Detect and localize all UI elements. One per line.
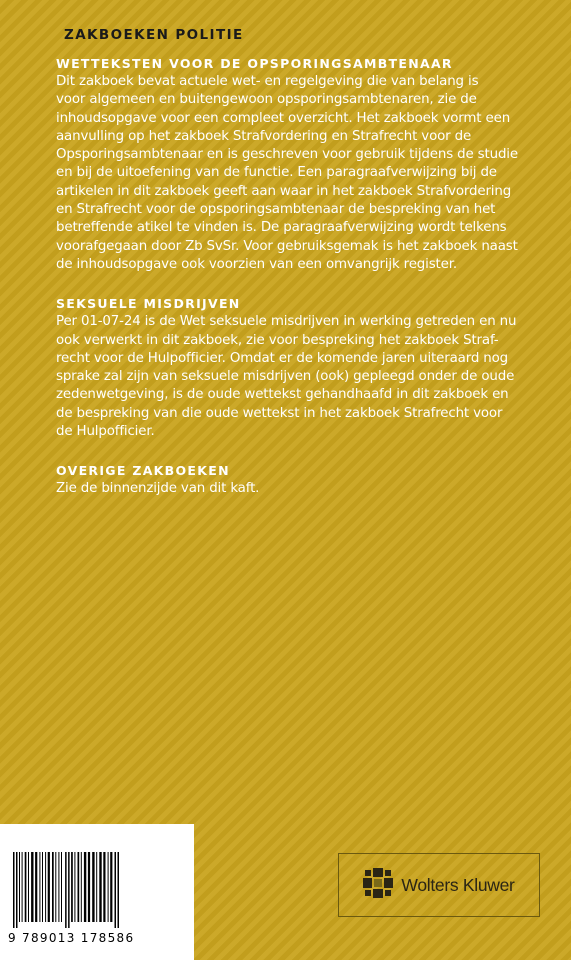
text-line: Per 01-07-24 is de Wet seksuele misdrijven in werking getreden en nu xyxy=(56,314,517,330)
text-line: sprake zal zijn van seksuele misdrijven (ook) gepleegd onder de oude xyxy=(56,369,515,385)
series-title: ZAKBOEKEN POLITIE xyxy=(64,27,244,43)
publisher-logo xyxy=(338,853,540,917)
barcode-bar xyxy=(103,852,105,922)
text-line: de bespreking van die oude wettekst in het zakboek Strafrecht voor xyxy=(56,405,503,421)
barcode-bar xyxy=(42,852,43,922)
barcode-bar xyxy=(115,852,117,928)
barcode-bar xyxy=(118,852,120,928)
text-line: Zie de binnenzijde van dit kaft. xyxy=(56,481,260,497)
barcode-bar xyxy=(78,852,80,922)
text-line: Opsporingsambtenaar en is geschreven voor gebruik tijdens de studie xyxy=(56,147,518,163)
barcode-bar xyxy=(65,852,67,928)
barcode-bar xyxy=(96,852,97,922)
text-line: recht voor de Hulpofficier. Omdat er de komende jaren uiteraard nog xyxy=(56,350,509,366)
barcode-bar xyxy=(110,852,112,922)
section-body xyxy=(56,313,518,441)
barcode-bar xyxy=(45,852,46,922)
section-seksuele-misdrijven xyxy=(56,295,518,441)
barcode-bar xyxy=(35,852,37,922)
text-line: ook verwerkt in dit zakboek, zie voor bespreking het zakboek Straf- xyxy=(56,332,499,348)
barcode-bar xyxy=(74,852,75,922)
barcode-bar xyxy=(68,852,70,928)
barcode-bar xyxy=(58,852,59,922)
barcode-bar xyxy=(88,852,90,922)
barcode-bar xyxy=(81,852,82,922)
barcode-bar xyxy=(61,852,62,922)
barcode-bar xyxy=(25,852,27,922)
section-heading: OVERIGE ZAKBOEKEN xyxy=(56,463,230,479)
section-body xyxy=(56,73,518,274)
text-line: de Hulpofficier. xyxy=(56,424,155,440)
text-line: aanvulling op het zakboek Strafvordering en Strafrecht voor de xyxy=(56,128,472,144)
text-line: inhoudsopgave voor een compleet overzicht. Het zakboek vormt een xyxy=(56,110,511,126)
barcode-bar xyxy=(108,852,109,922)
text-line: zedenwetgeving, is de oude wettekst gehandhaafd in dit zakboek en xyxy=(56,387,509,403)
barcode-bar xyxy=(84,852,86,922)
barcode-bar xyxy=(92,852,94,922)
section-heading: SEKSUELE MISDRIJVEN xyxy=(56,296,241,312)
text-line: voor algemeen en buitengewoon opsporingsambtenaren, zie de xyxy=(56,92,477,108)
publisher-name: Wolters Kluwer xyxy=(401,874,515,895)
text-line: artikelen in dit zakboek geeft aan waar in het zakboek Strafvordering xyxy=(56,183,512,199)
section-wetteksten xyxy=(56,55,518,274)
barcode-bar xyxy=(13,852,15,928)
section-heading: WETTEKSTEN VOOR DE OPSPORINGSAMBTENAAR xyxy=(56,56,453,71)
barcode-bar xyxy=(28,852,29,922)
text-line: en bij de uitoefening van de functie. Een paragraafverwijzing bij de xyxy=(56,165,497,181)
barcode-bar xyxy=(16,852,18,928)
barcode-icon xyxy=(11,852,183,930)
text-line: betreffende atikel te vinden is. De paragraafverwijzing wordt telkens xyxy=(56,220,507,236)
barcode-bar xyxy=(48,852,50,922)
barcode-bar xyxy=(55,852,56,922)
text-line: voorafgegaan door Zb SvSr. Voor gebruiksgemak is het zakboek naast xyxy=(56,238,518,254)
text-line: Dit zakboek bevat actuele wet- en regelgeving die van belang is xyxy=(56,74,479,89)
text-line: de inhoudsopgave ook voorzien van een omvangrijk register. xyxy=(56,256,457,272)
text-line: en Strafrecht voor de opsporingsambtenaar de bespreking van het xyxy=(56,202,496,218)
barcode-area xyxy=(0,824,194,960)
barcode-bar xyxy=(19,852,20,922)
content xyxy=(56,55,518,520)
section-body xyxy=(56,480,518,498)
barcode-bar xyxy=(39,852,40,922)
isbn-number: 9 789013 178586 xyxy=(8,931,135,945)
wolters-kluwer-logo-icon xyxy=(363,868,393,902)
barcode-bar xyxy=(22,852,23,922)
barcode-bar xyxy=(31,852,33,922)
barcode-bar xyxy=(52,852,54,922)
barcode-bar xyxy=(99,852,101,922)
barcode-bar xyxy=(71,852,73,922)
section-overige-zakboeken xyxy=(56,462,518,498)
